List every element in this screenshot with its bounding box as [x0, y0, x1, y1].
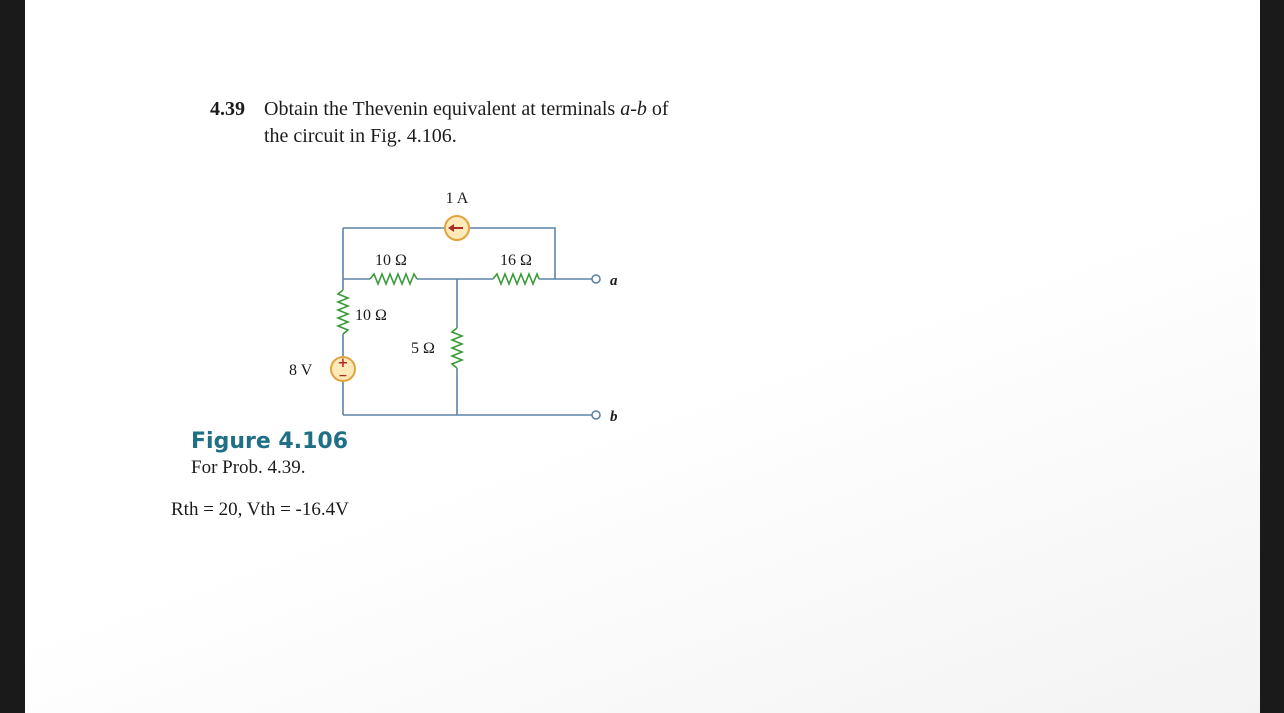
terminal-b-node — [592, 411, 600, 419]
circuit-diagram — [25, 0, 1260, 713]
terminal-label-ab: a-b — [620, 98, 647, 120]
resistor-left — [338, 290, 348, 334]
problem-text-line2: the circuit in Fig. 4.106. — [264, 125, 457, 147]
plus-sign: + — [337, 356, 349, 371]
problem-number: 4.39 — [210, 98, 245, 120]
problem-text-prefix: Obtain the Thevenin equivalent at terminals — [264, 98, 621, 120]
label-r-top-right: 16 Ω — [500, 252, 532, 269]
label-r-middle: 5 Ω — [411, 340, 435, 357]
label-voltage-source: 8 V — [289, 362, 313, 379]
figure-caption: For Prob. 4.39. — [191, 457, 306, 478]
resistor-middle — [452, 328, 462, 368]
label-terminal-a: a — [610, 273, 618, 289]
label-r-top-left: 10 Ω — [375, 252, 407, 269]
minus-sign: − — [338, 369, 348, 382]
label-current-source: 1 A — [445, 190, 469, 207]
voltage-source — [331, 356, 355, 382]
current-source — [445, 216, 469, 240]
label-terminal-b: b — [610, 409, 618, 425]
figure-title: Figure 4.106 — [191, 429, 348, 454]
resistor-top-left — [370, 274, 417, 284]
terminal-a-node — [592, 275, 600, 283]
label-r-left: 10 Ω — [355, 307, 387, 324]
answer-text: Rth = 20, Vth = -16.4V — [171, 499, 349, 520]
terminals — [592, 275, 600, 419]
resistor-top-right — [493, 274, 539, 284]
document-page — [25, 0, 1260, 713]
problem-text-suffix: of — [646, 98, 669, 120]
